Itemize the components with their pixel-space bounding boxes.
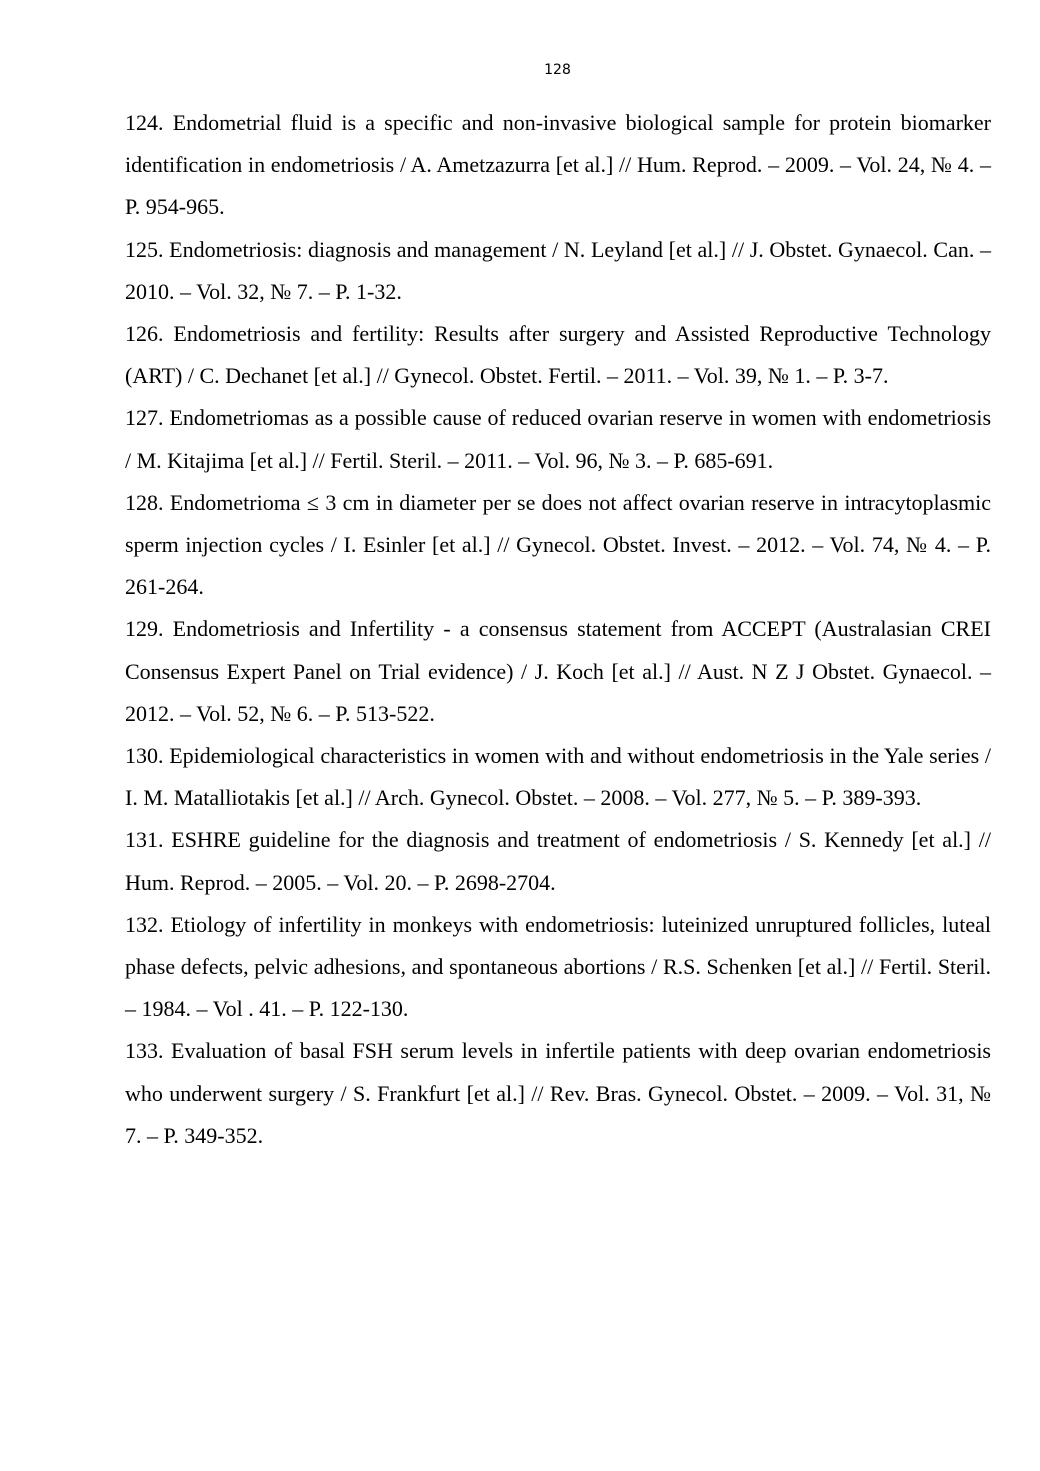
reference-item-130: 130. Epidemiological characteristics in women with and without endometriosis in the Yale series / I. M. Matalliotakis [et al.] // Arch. Gynecol. Obstet. – 2008. – Vol. 277, № 5. – P. 389-393.: [125, 743, 991, 811]
reference-item-132: 132. Etiology of infertility in monkeys with endometriosis: luteinized unruptured follicles, luteal phase defects, pelvic adhesions, and spontaneous abortions / R.S. Schenken [et al.] // Fertil. Steril. – 1984. – Vol . 41. – P. 122-130.: [125, 911, 991, 1022]
reference-list: [125, 102, 991, 1157]
reference-item-129: 129. Endometriosis and Infertility - a consensus statement from ACCEPT (Australasian CREI Consensus Expert Panel on Trial evidence) / J. Koch [et al.] // Aust. N Z J Obstet. Gynaecol. – 2012. – Vol. 52, № 6. – P. 513-522.: [125, 616, 991, 726]
reference-item-125: 125. Endometriosis: diagnosis and management / N. Leyland [et al.] // J. Obstet. Gynaecol. Can. – 2010. – Vol. 32, № 7. – P. 1-32.: [125, 236, 991, 304]
reference-item-128: 128. Endometrioma ≤ 3 cm in diameter per se does not affect ovarian reserve in intracytoplasmic sperm injection cycles / I. Esinler [et al.] // Gynecol. Obstet. Invest. – 2012. – Vol. 74, № 4. – P. 261-264.: [125, 489, 991, 600]
reference-item-127: 127. Endometriomas as a possible cause of reduced ovarian reserve in women with endometriosis / M. Kitajima [et al.] // Fertil. Steril. – 2011. – Vol. 96, № 3. – P. 685-691.: [125, 405, 991, 473]
reference-item-133: 133. Evaluation of basal FSH serum levels in infertile patients with deep ovarian endometriosis who underwent surgery / S. Frankfurt [et al.] // Rev. Bras. Gynecol. Obstet. – 2009. – Vol. 31, № 7. – P. 349-352.: [125, 1038, 991, 1148]
page-number: 128: [544, 62, 571, 78]
reference-item-131: 131. ESHRE guideline for the diagnosis and treatment of endometriosis / S. Kennedy [et al.] // Hum. Reprod. – 2005. – Vol. 20. – P. 2698-2704.: [125, 827, 991, 895]
reference-item-126: 126. Endometriosis and fertility: Results after surgery and Assisted Reproductive Technology (ART) / C. Dechanet [et al.] // Gynecol. Obstet. Fertil. – 2011. – Vol. 39, № 1. – P. 3-7.: [125, 321, 991, 389]
reference-item-124: 124. Endometrial fluid is a specific and non-invasive biological sample for protein biomarker identification in endometriosis / A. Ametzazurra [et al.] // Hum. Reprod. – 2009. – Vol. 24, № 4. –P. 954-965.: [125, 110, 991, 220]
